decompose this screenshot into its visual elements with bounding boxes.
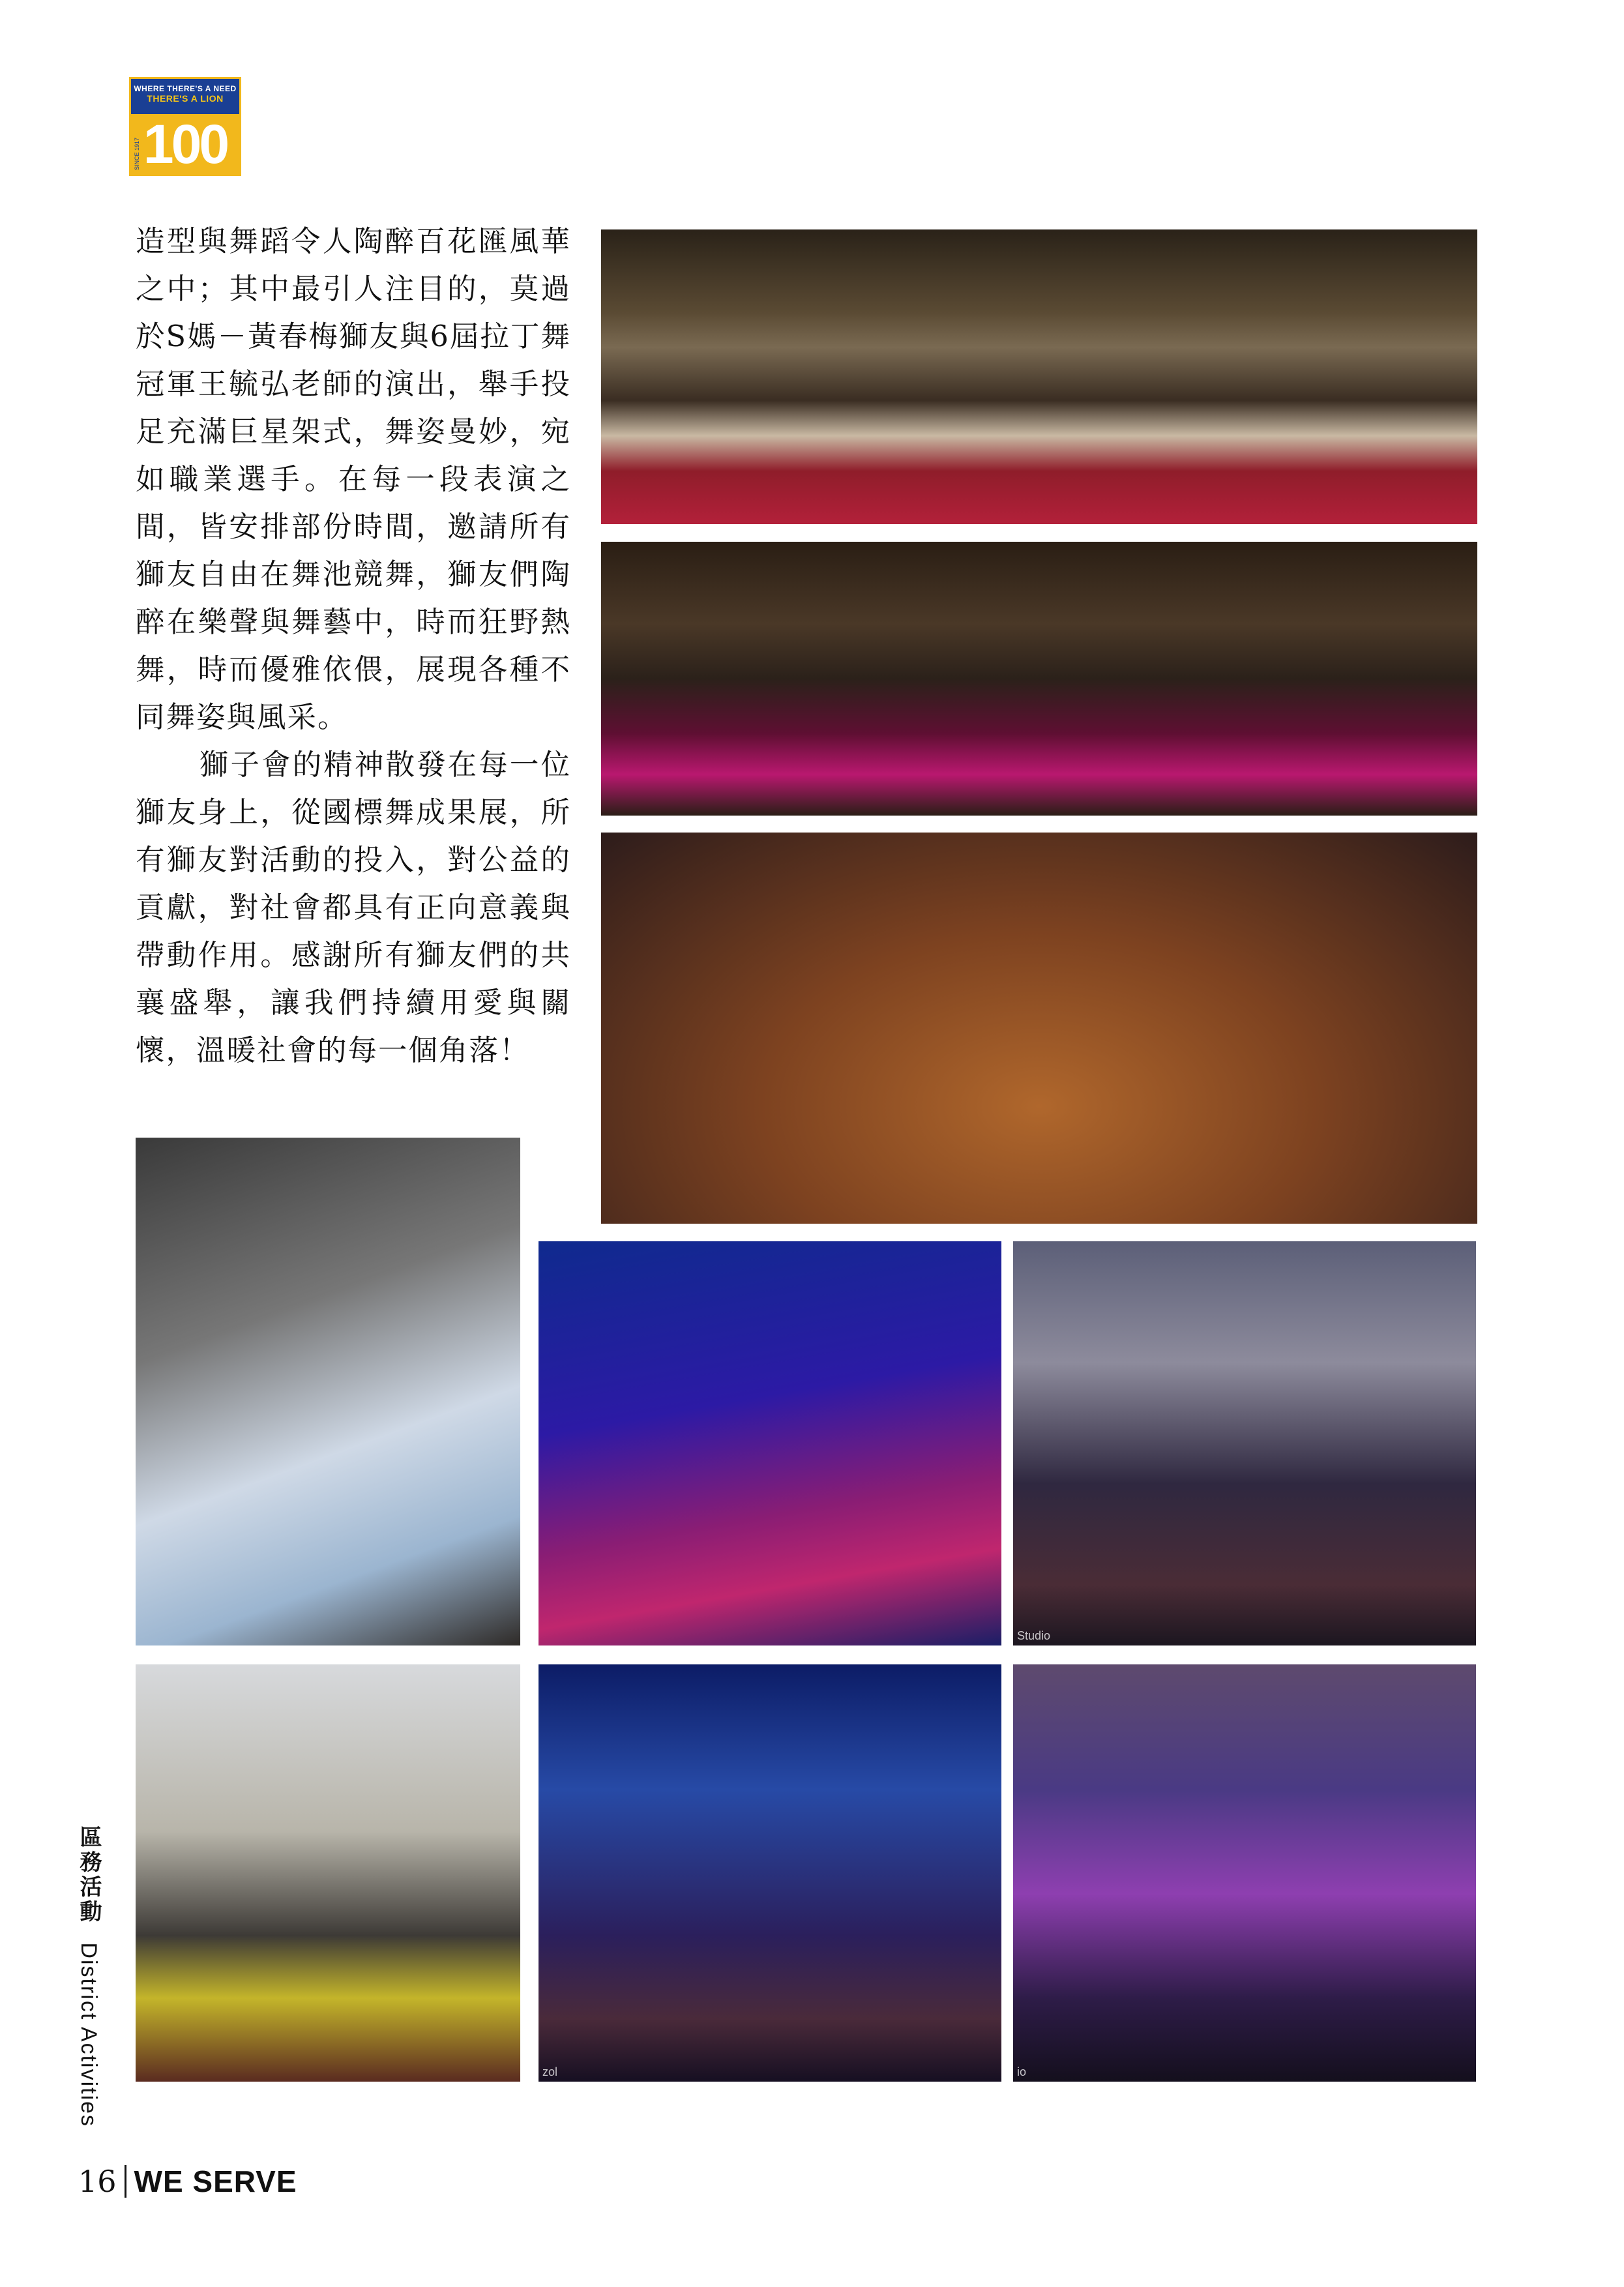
logo-line2: THERE'S A LION	[147, 93, 224, 104]
logo-line1: WHERE THERE'S A NEED	[134, 84, 237, 93]
section-label-zh: 區務活動	[76, 1825, 101, 1925]
section-label-en: District Activities	[76, 1942, 101, 2128]
photo-couple-blue-gown	[136, 1138, 520, 1645]
lions-100-logo	[129, 77, 241, 176]
page-footer	[78, 2163, 297, 2200]
photo-couple-yellow-feathers	[136, 1664, 520, 2082]
photo-credit: io	[1017, 2065, 1027, 2078]
article-paragraph-1: 造型與舞蹈令人陶醉百花匯風華之中；其中最引人注目的，莫過於S媽－黃春梅獅友與6屆拉丁舞冠軍王毓弘老師的演出，舉手投足充滿巨星架式，舞姿曼妙，宛如職業選手。在每一段表演之間，皆安排部份時間，邀請所有獅友自由在舞池競舞，獅友們陶醉在樂聲與舞藝中，時而狂野熱舞，時而優雅依偎，展現各種不同舞姿與風采。	[136, 225, 571, 734]
photo-press-conference	[601, 229, 1477, 524]
logo-centennial-number: 100	[131, 114, 239, 174]
magazine-title: WE SERVE	[134, 2164, 297, 2198]
section-label	[73, 1825, 105, 2127]
article-body	[136, 218, 571, 1074]
photo-credit: Studio	[1017, 1629, 1051, 1642]
photo-couple-latin-stage	[539, 1664, 1001, 2082]
photo-couple-pink-gown-fan	[539, 1241, 1001, 1645]
page-number: 16	[78, 2165, 126, 2198]
article-paragraph-2: 獅子會的精神散發在每一位獅友身上，從國標舞成果展，所有獅友對活動的投入，對公益的貢獻，對社會都具有正向意義與帶動作用。感謝所有獅友們的共襄盛舉，讓我們持續用愛與關懷，溫暖社會的每一個角落！	[136, 748, 571, 1067]
photo-couple-green-fringe	[1013, 1664, 1476, 2082]
photo-credit: zol	[542, 2065, 558, 2078]
photo-ballroom-dance-floor	[601, 833, 1477, 1224]
logo-since: SINCE 1917	[134, 137, 140, 170]
photo-group-with-certificates	[601, 542, 1477, 816]
logo-tagline	[131, 79, 239, 104]
photo-couple-latin-stripes	[1013, 1241, 1476, 1645]
